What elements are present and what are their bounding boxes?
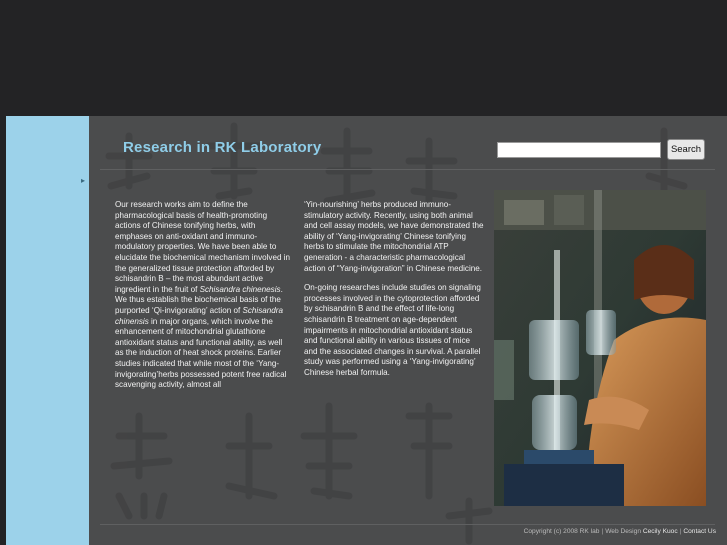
article-paragraph: ‘Yin-nourishing’ herbs produced immuno-stimulatory activity. Recently, using both animal and cell assay models, we have demonstrated the ability of ‘Yang-invigorating’ Chinese tonifying herbs to stimulate the mitochondrial ATP generation - a characteristic pharmacological action of “Yang-invigoration” in Chinese medicine. [304, 200, 484, 273]
top-bar [0, 0, 727, 116]
lab-photo [494, 190, 706, 506]
article-text: Our research works aim to define the pharmacological basis of health-promoting actions of Chinese tonifying herbs, with emphases on anti-oxidant and immuno-modulatory properties. We have been able to elucidate the biochemical mechanism involved in the generalized tissue protection afforded by schisandrin B – the most abundant active ingredient in the fruit of [115, 200, 291, 294]
article-text: . We thus establish the biochemical basis of the purported ‘Qi-invigorating’ action of [115, 284, 283, 315]
footer-separator: | [601, 528, 604, 535]
designer-link[interactable]: Cecily Kuoc [642, 528, 678, 535]
footer [524, 528, 716, 535]
page-title: Research in RK Laboratory [123, 139, 322, 156]
contact-us-link[interactable]: Contact Us [683, 528, 716, 535]
header-divider [100, 169, 715, 170]
article-right-column [304, 200, 484, 379]
main-content [89, 116, 727, 545]
article-left-column [115, 200, 291, 391]
footer-separator: | [679, 528, 682, 535]
species-name: Schisandra chinensis [115, 305, 283, 326]
footer-divider [100, 524, 715, 525]
species-name: Schisandra chinenesis [199, 284, 281, 294]
article-paragraph: On-going researches include studies on signaling processes involved in the cytoprotection afforded by schisandrin B and the effect of life-long schisandrin B treatment on age-dependent impairments in mitochondrial antioxidant status and functional ability in various tissues of mice and the associated changes in survival. A parallel study was performed using a ‘Yang-invigorating’ Chinese herbal formula. [304, 283, 481, 377]
sidebar-arrow-icon[interactable]: ▸ [81, 176, 86, 185]
article-text: in major organs, which involve the enhancement of mitochondrial glutathione antioxidant status and functional ability, as well as the induction of heat shock proteins. Earlier studies indicated that while most of the ‘Yang-invigorating’herbs possessed potent free radical scavenging activity, almost all [115, 316, 287, 390]
article-paragraph [115, 200, 291, 391]
search-button[interactable]: Search [667, 139, 705, 160]
copyright-text: Copyright (c) 2008 RK lab [523, 528, 600, 535]
search-input[interactable] [497, 142, 661, 158]
web-design-label: Web Design [605, 528, 641, 535]
sidebar [6, 116, 89, 545]
